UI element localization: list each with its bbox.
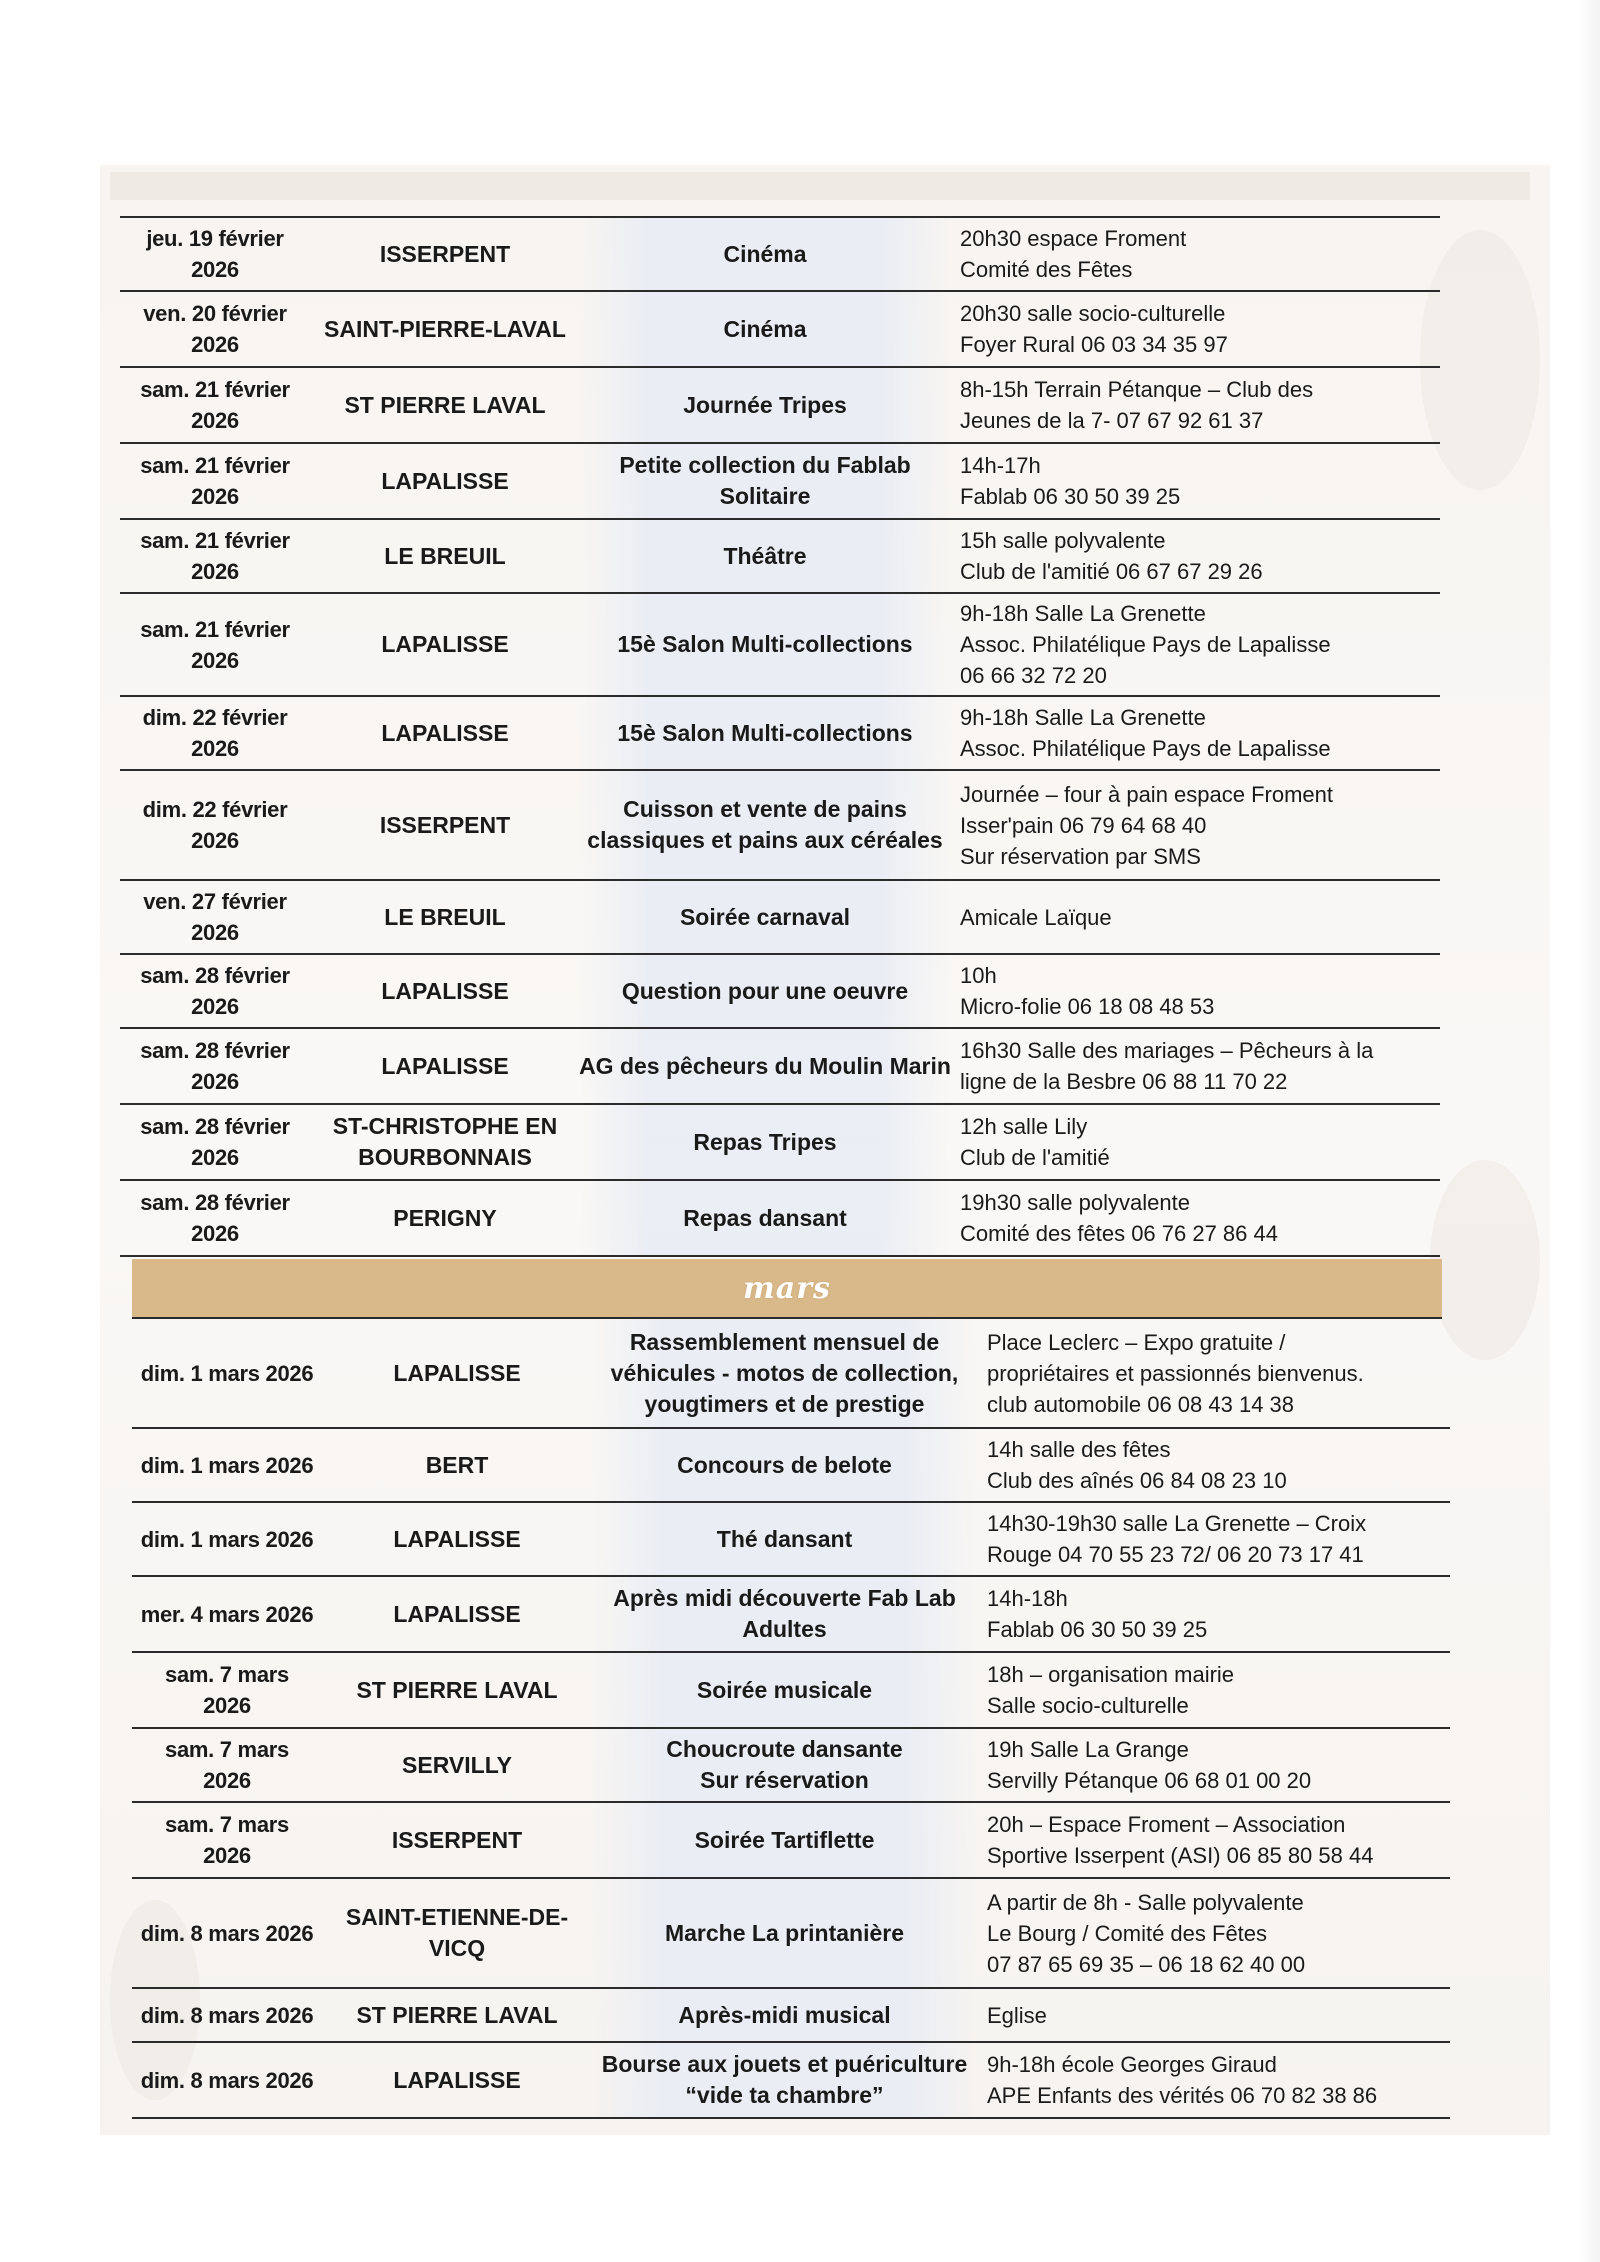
event-date-line: sam. 21 février (140, 377, 290, 402)
event-details (950, 294, 1420, 364)
event-date (132, 1446, 322, 1485)
event-details (977, 1579, 1447, 1649)
event-name (580, 881, 950, 953)
event-location (310, 625, 580, 664)
event-date-line: 2026 (191, 408, 239, 433)
event-location-line: ST PIERRE LAVAL (356, 1676, 558, 1703)
event-date (132, 1595, 322, 1634)
table-row (132, 1503, 1450, 1577)
march-table (132, 1319, 1450, 2119)
event-name-line: Bourse aux jouets et puériculture (601, 2051, 968, 2077)
event-date (120, 956, 310, 1026)
event-name-line: Cinéma (723, 240, 807, 267)
event-date (120, 219, 310, 289)
event-name (580, 1105, 950, 1179)
event-location-line: SERVILLY (402, 1751, 512, 1778)
event-date (132, 1996, 322, 2035)
event-location-line: LAPALISSE (381, 977, 509, 1004)
event-details-line: 9h-18h école Georges Giraud (987, 2052, 1277, 2077)
table-row (120, 292, 1440, 368)
march-section (132, 1259, 1450, 2119)
event-details-line: 19h30 salle polyvalente (960, 1190, 1190, 1215)
event-date (132, 1805, 322, 1875)
event-details-line: 07 87 65 69 35 – 06 18 62 40 00 (987, 1951, 1306, 1977)
event-name (580, 594, 950, 695)
event-date (120, 610, 310, 680)
event-details-line: 14h-18h (987, 1586, 1068, 1611)
event-name-line: Cinéma (723, 315, 807, 342)
event-date-line: 2026 (191, 1145, 239, 1170)
event-name (592, 1653, 977, 1727)
event-name (592, 2043, 977, 2117)
event-details-line: 20h30 salle socio-culturelle (960, 301, 1226, 326)
event-date (120, 370, 310, 440)
event-details-line: Isser'pain 06 79 64 68 40 (960, 812, 1207, 838)
event-details-line: 8h-15h Terrain Pétanque – Club des (960, 377, 1314, 402)
event-details-line: propriétaires et passionnés bienvenus. (987, 1360, 1364, 1386)
event-location (310, 972, 580, 1011)
february-table (120, 216, 1440, 1257)
event-date-line: sam. 21 février (140, 528, 290, 553)
event-name-line: Théâtre (723, 542, 807, 569)
event-name (592, 1503, 977, 1575)
event-name (580, 697, 950, 769)
table-row (132, 1319, 1450, 1429)
event-details (977, 1655, 1447, 1725)
page-edge (1578, 0, 1600, 2262)
event-date-line: 2026 (191, 559, 239, 584)
event-details-line: Place Leclerc – Expo gratuite / (987, 1329, 1286, 1355)
event-date (132, 1354, 322, 1393)
event-location (310, 462, 580, 501)
event-details-line: club automobile 06 08 43 14 38 (987, 1391, 1295, 1417)
event-location-line: SAINT-ETIENNE-DE- (345, 1904, 569, 1930)
month-header-march (132, 1259, 1442, 1319)
event-date-line: dim. 8 mars 2026 (140, 2002, 314, 2028)
event-location (310, 386, 580, 425)
event-location-line: BOURBONNAIS (358, 1144, 532, 1170)
event-details (977, 1430, 1447, 1500)
event-details-line: Club des aînés 06 84 08 23 10 (987, 1468, 1287, 1493)
event-location (310, 1107, 580, 1177)
event-name (592, 1429, 977, 1501)
event-details-line: Comité des fêtes 06 76 27 86 44 (960, 1221, 1278, 1246)
event-details-line: Salle socio-culturelle (987, 1693, 1189, 1718)
event-date-line: dim. 22 février (142, 705, 288, 730)
event-date-line: sam. 28 février (140, 1114, 290, 1139)
event-details-line: Sportive Isserpent (ASI) 06 85 80 58 44 (987, 1843, 1374, 1868)
event-date-line: 2026 (191, 332, 239, 357)
event-location (322, 1898, 592, 1968)
event-name-line: Repas dansant (683, 1204, 847, 1231)
event-location-line: LE BREUIL (384, 542, 506, 569)
event-name (580, 520, 950, 592)
event-date (132, 1520, 322, 1559)
table-row (120, 594, 1440, 697)
event-details-line: Assoc. Philatélique Pays de Lapalisse (960, 632, 1331, 657)
event-date-line: ven. 27 février (143, 889, 287, 914)
table-row (120, 1105, 1440, 1181)
event-location-line: ST PIERRE LAVAL (356, 2001, 558, 2028)
event-name-line: 15è Salon Multi-collections (617, 719, 913, 746)
event-details (950, 956, 1420, 1026)
event-location (322, 1821, 592, 1860)
event-location (322, 1595, 592, 1634)
event-name (592, 1729, 977, 1801)
event-name-line: Après-midi musical (678, 2001, 891, 2028)
event-details-line: Eglise (987, 2002, 1047, 2028)
event-details-line: 14h-17h (960, 453, 1041, 478)
event-location-line: ISSERPENT (379, 240, 511, 267)
event-date-line: sam. 21 février (140, 616, 290, 642)
table-row (120, 444, 1440, 520)
event-location (310, 898, 580, 937)
event-details (977, 1323, 1447, 1424)
event-name-line: Petite collection du Fablab (619, 452, 911, 478)
event-schedule (120, 216, 1440, 2119)
event-details-line: Journée – four à pain espace Froment (960, 781, 1334, 807)
event-name-line: Cuisson et vente de pains (623, 796, 907, 822)
event-details-line: 14h30-19h30 salle La Grenette – Croix (987, 1511, 1367, 1536)
event-details-line: 20h – Espace Froment – Association (987, 1812, 1346, 1837)
event-date-line: 2026 (191, 257, 239, 282)
decorative-band (110, 172, 1530, 200)
event-date-line: 2026 (191, 736, 239, 761)
event-date-line: sam. 7 mars (165, 1737, 289, 1762)
event-name (592, 1803, 977, 1877)
event-details (950, 1031, 1420, 1101)
table-row (120, 881, 1440, 955)
table-row (120, 1181, 1440, 1257)
event-date (120, 446, 310, 516)
table-row (120, 368, 1440, 444)
event-details-line: Le Bourg / Comité des Fêtes (987, 1920, 1268, 1946)
event-details (977, 1805, 1447, 1875)
event-name (592, 1319, 977, 1427)
event-details-line: 06 66 32 72 20 (960, 663, 1107, 688)
event-location-line: VICQ (428, 1935, 486, 1961)
event-name-line: Adultes (742, 1616, 827, 1642)
event-details-line: Fablab 06 30 50 39 25 (960, 484, 1181, 509)
table-row (132, 1653, 1450, 1729)
event-details-line: Jeunes de la 7- 07 67 92 61 37 (960, 408, 1264, 433)
event-date-line: sam. 21 février (140, 453, 290, 478)
event-location (322, 1520, 592, 1559)
event-details-line: Club de l'amitié (960, 1145, 1110, 1170)
event-date (120, 698, 310, 768)
event-date-line: 2026 (191, 484, 239, 509)
event-location-line: ST PIERRE LAVAL (344, 391, 546, 418)
event-details (950, 594, 1420, 695)
event-name-line: véhicules - motos de collection, (610, 1359, 959, 1386)
event-details (950, 1183, 1420, 1253)
event-date-line: dim. 8 mars 2026 (140, 1920, 314, 1946)
event-date-line: sam. 7 mars (165, 1812, 289, 1837)
event-location (310, 310, 580, 349)
table-row (120, 697, 1440, 771)
event-location (310, 537, 580, 576)
event-location-line: LAPALISSE (381, 719, 509, 746)
event-location-line: LAPALISSE (393, 1600, 521, 1627)
event-location (322, 1354, 592, 1393)
event-location (310, 235, 580, 274)
event-details (950, 219, 1420, 289)
event-date (120, 882, 310, 952)
event-details-line: Foyer Rural 06 03 34 35 97 (960, 332, 1228, 357)
event-name (580, 292, 950, 366)
event-details-line: APE Enfants des vérités 06 70 82 38 86 (987, 2083, 1378, 2108)
event-details-line: Rouge 04 70 55 23 72/ 06 20 73 17 41 (987, 1542, 1364, 1567)
event-location-line: ST-CHRISTOPHE EN (332, 1113, 558, 1139)
event-date (120, 1107, 310, 1177)
table-row (132, 1577, 1450, 1653)
event-location-line: BERT (425, 1451, 489, 1478)
event-location-line: LAPALISSE (393, 2066, 521, 2093)
event-location-line: ISSERPENT (391, 1826, 523, 1853)
table-row (132, 1803, 1450, 1879)
event-date (120, 1031, 310, 1101)
event-date (120, 790, 310, 860)
event-details (950, 698, 1420, 768)
event-details-line: Amicale Laïque (960, 904, 1112, 930)
event-date-line: jeu. 19 février (146, 226, 284, 251)
event-details-line: 9h-18h Salle La Grenette (960, 601, 1206, 626)
event-date-line: 2026 (203, 1843, 251, 1868)
table-row (132, 1729, 1450, 1803)
event-details-line: Sur réservation par SMS (960, 843, 1201, 869)
event-date-line: 2026 (203, 1693, 251, 1718)
event-date-line: dim. 22 février (142, 797, 288, 822)
event-name-line: Solitaire (719, 483, 811, 509)
event-details-line: 16h30 Salle des mariages – Pêcheurs à la (960, 1038, 1374, 1063)
event-date-line: mer. 4 mars 2026 (140, 1601, 314, 1627)
event-date-line: sam. 28 février (140, 1190, 290, 1215)
event-location-line: LAPALISSE (381, 467, 509, 494)
event-name-line: Soirée musicale (696, 1676, 873, 1703)
event-name-line: Thé dansant (716, 1525, 853, 1552)
event-location (310, 1047, 580, 1086)
event-details-line: 9h-18h Salle La Grenette (960, 705, 1206, 730)
event-location-line: LE BREUIL (384, 903, 506, 930)
event-details-line: Micro-folie 06 18 08 48 53 (960, 994, 1215, 1019)
table-row (120, 520, 1440, 594)
event-details (950, 775, 1420, 876)
table-row (132, 1429, 1450, 1503)
table-row (120, 955, 1440, 1029)
event-date-line: sam. 28 février (140, 963, 290, 988)
event-date (120, 521, 310, 591)
event-name (580, 771, 950, 879)
event-date (132, 1730, 322, 1800)
event-name-line: classiques et pains aux céréales (587, 827, 943, 853)
event-name-line: Après midi découverte Fab Lab (613, 1585, 956, 1611)
event-details-line: 19h Salle La Grange (987, 1737, 1189, 1762)
event-details (950, 898, 1420, 937)
event-details (977, 1883, 1447, 1984)
event-date (120, 1183, 310, 1253)
event-details-line: Fablab 06 30 50 39 25 (987, 1617, 1208, 1642)
table-row (120, 771, 1440, 881)
event-location (310, 1199, 580, 1238)
event-date-line: 2026 (191, 1221, 239, 1246)
event-name-line: yougtimers et de prestige (644, 1390, 925, 1417)
table-row (120, 218, 1440, 292)
event-name-line: Soirée carnaval (679, 903, 851, 930)
table-row (132, 1989, 1450, 2043)
event-location (322, 1446, 592, 1485)
event-location-line: PERIGNY (393, 1204, 497, 1231)
event-details (977, 2045, 1447, 2115)
event-name (592, 1577, 977, 1651)
event-date-line: 2026 (191, 994, 239, 1019)
table-row (132, 1879, 1450, 1989)
event-name (580, 218, 950, 290)
event-name-line: Question pour une oeuvre (621, 977, 909, 1004)
event-location-line: SAINT-PIERRE-LAVAL (324, 315, 566, 342)
event-location-line: ISSERPENT (379, 811, 511, 838)
table-row (132, 2043, 1450, 2119)
event-details-line: A partir de 8h - Salle polyvalente (987, 1889, 1304, 1915)
event-date-line: 2026 (191, 1069, 239, 1094)
event-date-line: sam. 28 février (140, 1038, 290, 1063)
event-details-line: Comité des Fêtes (960, 257, 1133, 282)
event-details-line: 12h salle Lily (960, 1114, 1088, 1139)
event-date (132, 2061, 322, 2100)
event-date-line: 2026 (203, 1768, 251, 1793)
event-name (580, 444, 950, 518)
event-details-line: Assoc. Philatélique Pays de Lapalisse (960, 736, 1331, 761)
event-details (950, 446, 1420, 516)
event-name-line: “vide ta chambre” (685, 2082, 884, 2108)
event-name-line: Concours de belote (677, 1451, 892, 1478)
event-date-line: 2026 (191, 920, 239, 945)
event-details-line: Club de l'amitié 06 67 67 29 26 (960, 559, 1263, 584)
event-location-line: LAPALISSE (393, 1359, 521, 1386)
table-row (120, 1029, 1440, 1105)
event-date-line: dim. 1 mars 2026 (140, 1452, 314, 1478)
event-name (580, 1029, 950, 1103)
event-details-line: 20h30 espace Froment (960, 226, 1187, 251)
event-name-line: Sur réservation (700, 1767, 869, 1793)
event-location (322, 2061, 592, 2100)
event-name-line: Journée Tripes (683, 391, 847, 418)
event-name-line: Choucroute dansante (666, 1736, 903, 1762)
event-name-line: 15è Salon Multi-collections (617, 631, 913, 657)
event-location-line: LAPALISSE (381, 1052, 509, 1079)
event-name (580, 1181, 950, 1255)
event-date (132, 1655, 322, 1725)
event-details-line: 18h – organisation mairie (987, 1662, 1235, 1687)
event-date-line: dim. 1 mars 2026 (140, 1360, 314, 1386)
event-name (592, 1879, 977, 1987)
event-details-line: 14h salle des fêtes (987, 1437, 1171, 1462)
event-date-line: 2026 (191, 647, 239, 673)
event-details-line: ligne de la Besbre 06 88 11 70 22 (960, 1069, 1288, 1094)
event-date-line: ven. 20 février (143, 301, 287, 326)
event-location-line: LAPALISSE (381, 631, 509, 657)
event-date-line: 2026 (191, 828, 239, 853)
event-location (310, 714, 580, 753)
event-name-line: Repas Tripes (693, 1128, 837, 1155)
event-details (977, 1996, 1447, 2035)
month-title: mars (743, 1270, 831, 1306)
event-name-line: Marche La printanière (664, 1919, 905, 1946)
event-location (322, 1746, 592, 1785)
event-name (580, 955, 950, 1027)
event-details (950, 521, 1420, 591)
event-location (310, 806, 580, 845)
event-name (592, 1989, 977, 2041)
event-date-line: dim. 1 mars 2026 (140, 1526, 314, 1552)
event-date (132, 1914, 322, 1953)
event-date-line: sam. 7 mars (165, 1662, 289, 1687)
event-details-line: Servilly Pétanque 06 68 01 00 20 (987, 1768, 1312, 1793)
event-details (950, 370, 1420, 440)
event-date-line: dim. 8 mars 2026 (140, 2067, 314, 2093)
event-name-line: Soirée Tartiflette (694, 1826, 875, 1853)
event-name-line: Rassemblement mensuel de (629, 1328, 940, 1355)
event-details (977, 1504, 1447, 1574)
event-location (322, 1671, 592, 1710)
event-location (322, 1996, 592, 2035)
event-location-line: LAPALISSE (393, 1525, 521, 1552)
event-name-line: AG des pêcheurs du Moulin Marin (579, 1052, 951, 1079)
event-date (120, 294, 310, 364)
event-name (580, 368, 950, 442)
event-details (950, 1107, 1420, 1177)
event-details (977, 1730, 1447, 1800)
event-details-line: 10h (960, 963, 997, 988)
event-details-line: 15h salle polyvalente (960, 528, 1166, 553)
